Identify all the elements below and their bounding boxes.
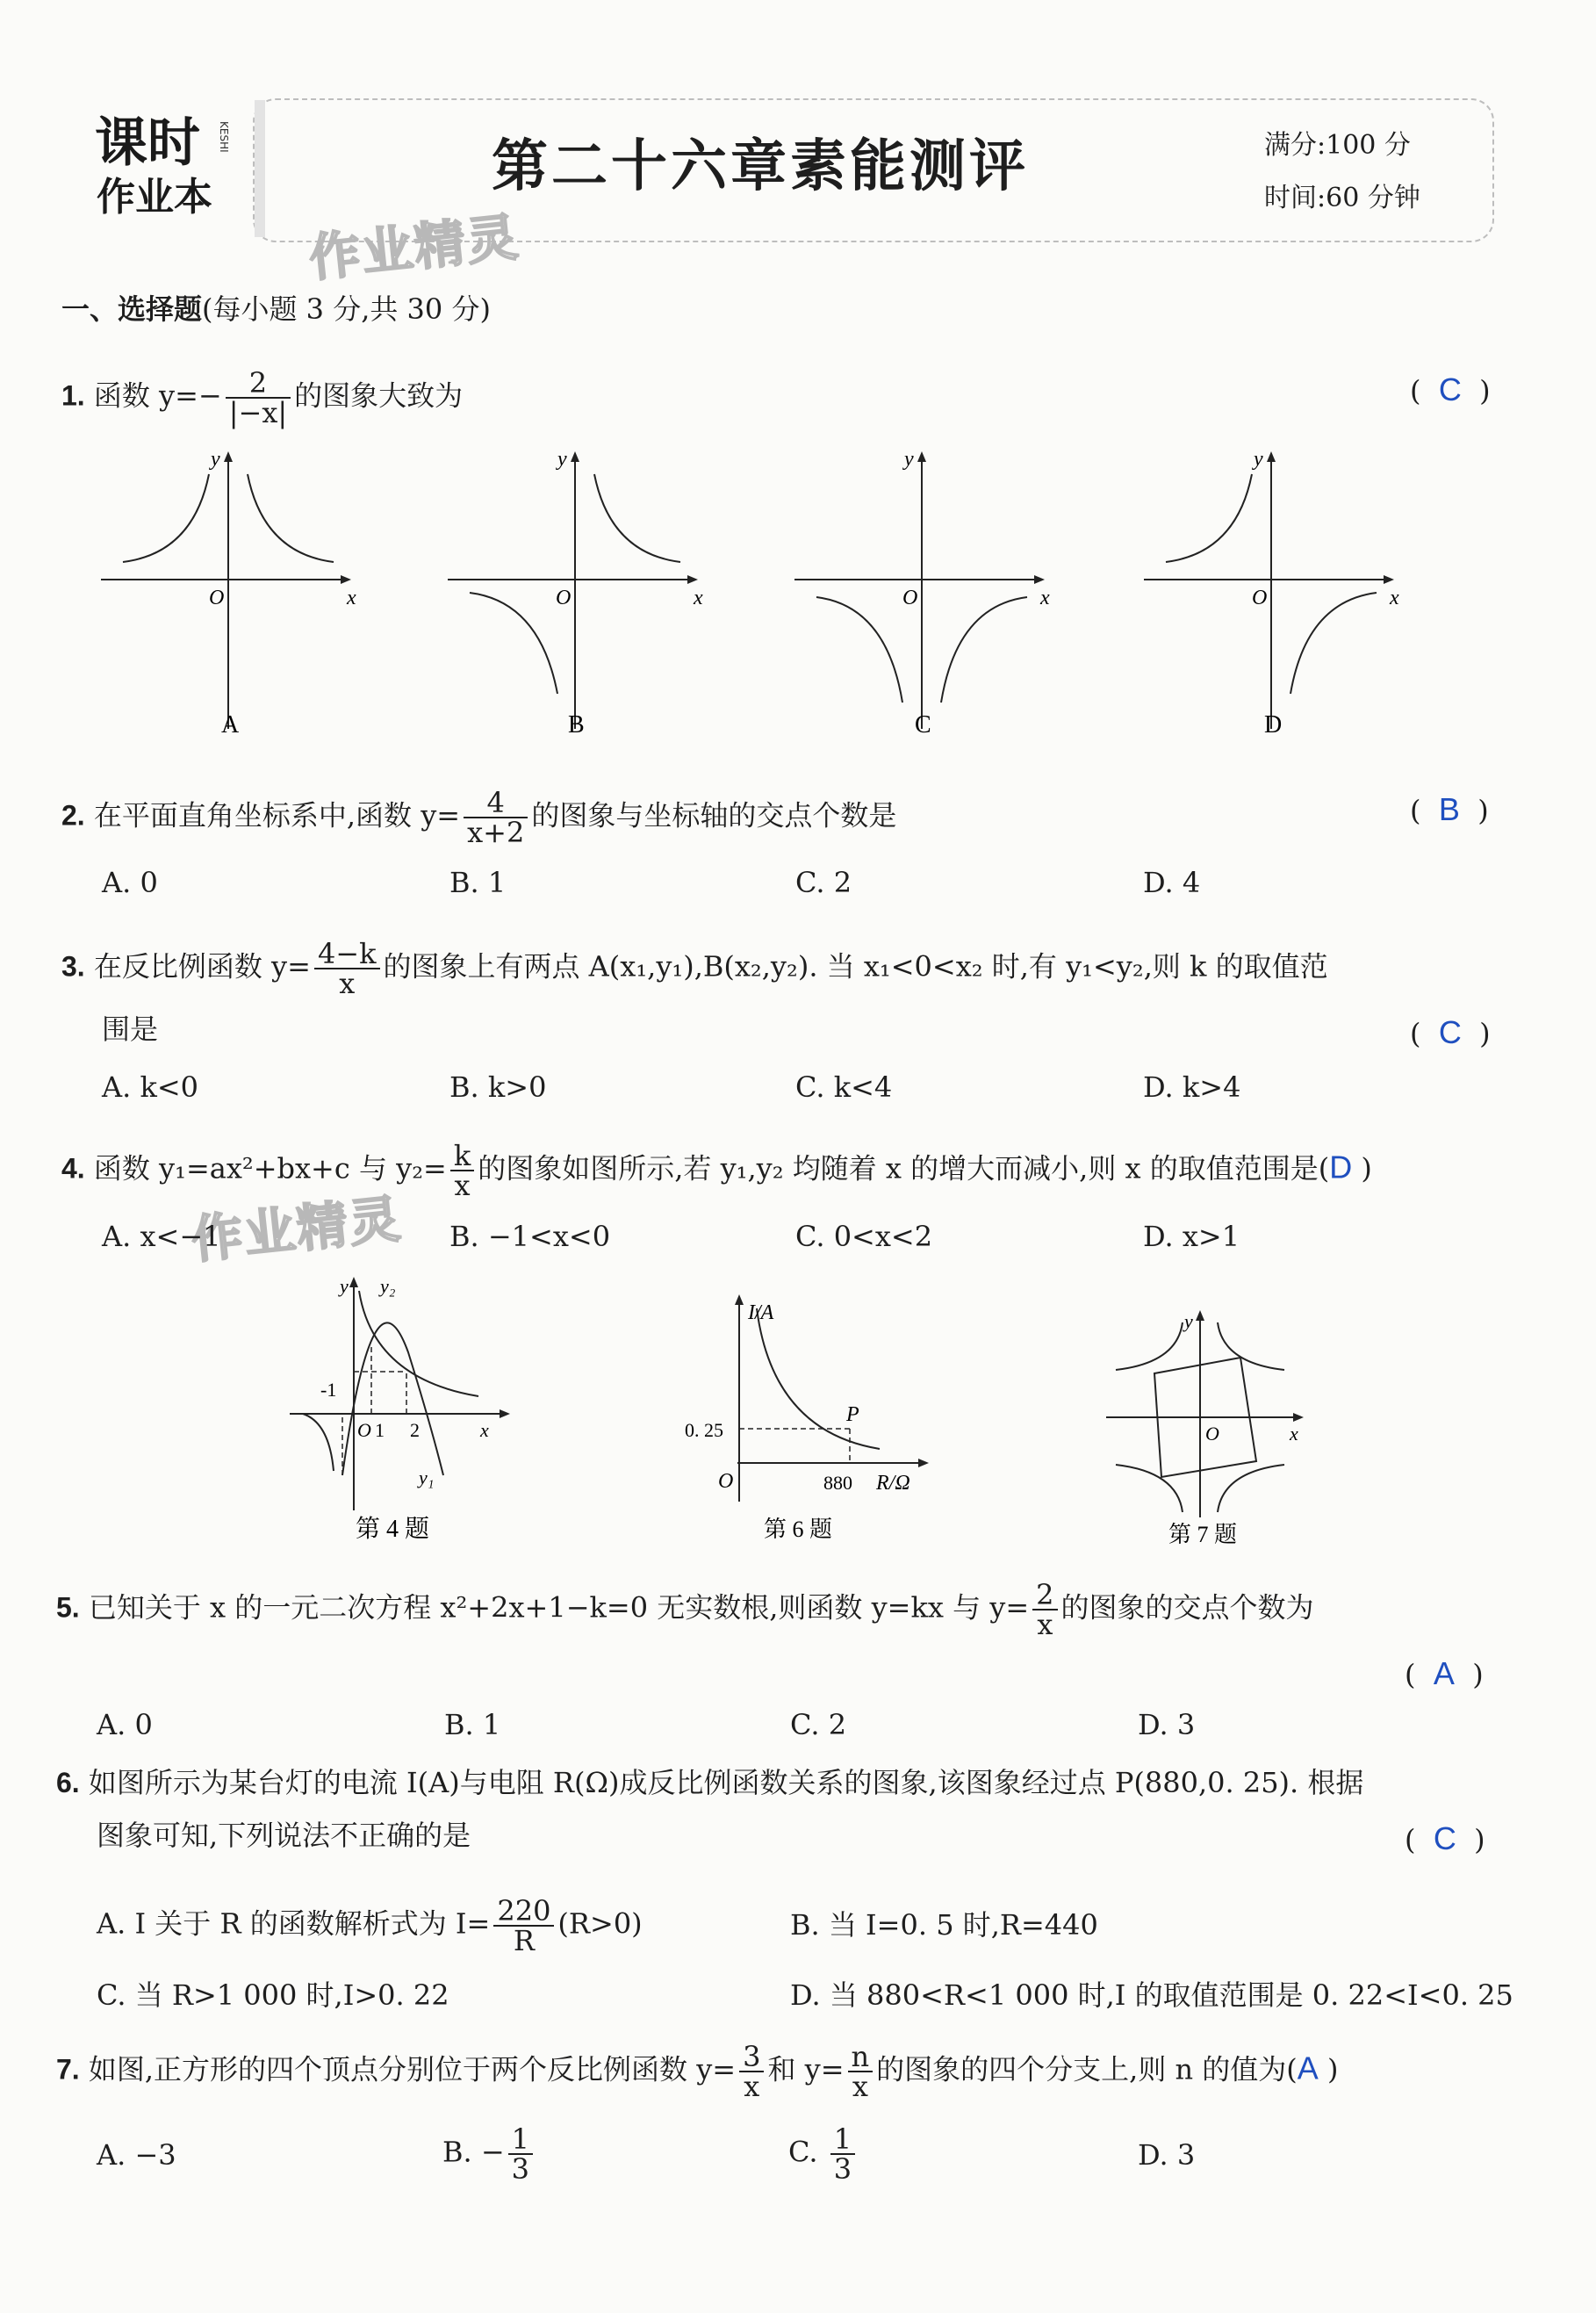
fig6-ylabel: I/A [748,1301,774,1324]
q6-option-b: B. 当 I=0. 5 时,R=440 [790,1908,1098,1942]
q7-optC-num: 1 [830,2125,855,2155]
fig4-o: O [357,1419,371,1441]
q7-fraction-1 [739,2040,764,2103]
figure-4 [285,1273,522,1546]
q7-option-d: D. 3 [1138,2138,1196,2172]
q1b-y: y [557,448,567,471]
q3-option-d: D. k>4 [1143,1070,1241,1104]
q4-option-c: C. 0<x<2 [795,1220,933,1253]
q3-option-a: A. k<0 [102,1070,199,1104]
q6-line2: 图象可知,下列说法不正确的是 [97,1819,471,1852]
q3-post: 的图象上有两点 A(x₁,y₁),B(x₂,y₂). 当 x₁<0<x₂ 时,有 y₁<y₂,则 k 的取值范 [383,949,1328,984]
q1c-y: y [904,448,914,471]
q5-pre: 已知关于 x 的一元二次方程 x²+2x+1−k=0 无实数根,则函数 y=kx 与 y= [88,1590,1030,1625]
header-bar [255,100,265,237]
fig4-caption: 第 4 题 [356,1516,430,1543]
q1-graph-b [443,439,707,746]
fig7-caption: 第 7 题 [1168,1522,1238,1547]
fig4-y2: y₂ [380,1275,396,1297]
question-6 [56,1765,1363,1800]
q7-option-c [788,2122,859,2186]
q4-fraction [450,1139,474,1202]
q7-number: 7. [56,2053,80,2086]
logo-line1: 课时 [95,112,200,174]
section-note: (每小题 3 分,共 30 分) [202,292,491,326]
q5-frac-num: 2 [1032,1581,1057,1610]
q4-frac-den: x [454,1169,471,1202]
full-score: 满分:100 分 [1264,130,1411,161]
fig4-neg1: -1 [320,1379,337,1401]
q7-pre: 如图,正方形的四个顶点分别位于两个反比例函数 y= [88,2052,737,2086]
fig4-two: 2 [410,1419,420,1441]
logo-line2: 作业本 [97,175,212,220]
q3-fraction [314,937,380,1000]
q2-answer: B [1438,791,1460,827]
q6-optA-post: (R>0) [557,1906,643,1941]
fig4-y1: y₁ [419,1466,435,1488]
question-3 [61,937,1328,1000]
q1-answer-slot: ( C ) [1410,371,1491,407]
q1c-x: x [1040,587,1050,609]
q1-frac-num: 2 [226,369,291,399]
q4-pre: 函数 y₁=ax²+bx+c 与 y₂= [93,1151,447,1185]
q1-graph-c [790,439,1053,746]
figure-6 [676,1291,939,1546]
q2-answer-slot: ( B ) [1410,791,1489,827]
fig6-xlabel: R/Ω [876,1472,910,1495]
q1b-label: B [568,711,585,739]
q2-option-b: B. 1 [449,866,507,899]
q1-graph-d [1139,439,1403,746]
q6-answer: C [1433,1820,1456,1856]
q6-optA-pre: A. I 关于 R 的函数解析式为 I= [97,1906,491,1941]
q6-optA-num: 220 [493,1897,554,1927]
q7-mid: 和 y= [767,2052,845,2086]
q1a-label: A [221,711,240,739]
time-limit: 时间:60 分钟 [1264,183,1420,213]
q2-frac-num: 4 [464,789,528,818]
q7-fraction-2 [848,2040,873,2103]
q4-post: 的图象如图所示,若 y₁,y₂ 均随着 x 的增大而减小,则 x 的取值范围是( [478,1151,1330,1185]
q2-post: 的图象与坐标轴的交点个数是 [531,798,897,832]
q1a-y: y [211,448,220,471]
q7-optC-den: 3 [833,2152,852,2186]
q2-fraction [464,786,528,849]
watermark-2: 作业精灵 [189,1188,405,1271]
q1d-x: x [1390,587,1399,609]
q7-frac2-num: n [848,2043,873,2072]
q1-graph-a [97,439,360,746]
q1d-y: y [1254,448,1263,471]
q5-frac-den: x [1037,1608,1053,1641]
q5-option-c: C. 2 [790,1708,847,1741]
q7-frac1-den: x [744,2070,760,2103]
question-5 [56,1578,1314,1641]
q3-line2: 围是 [102,1012,159,1046]
q1d-o: O [1252,587,1268,609]
q6-option-c: C. 当 R>1 000 时,I>0. 22 [97,1978,449,2012]
logo [95,112,235,235]
q7-optB-fraction [508,2122,533,2186]
q3-option-c: C. k<4 [795,1070,893,1104]
question-1 [61,366,464,429]
q3-frac-num: 4−k [314,940,380,969]
q5-option-a: A. 0 [97,1708,153,1741]
q2-option-c: C. 2 [795,866,852,899]
q6-option-d: D. 当 880<R<1 000 时,I 的取值范围是 0. 22<I<0. 25 [790,1978,1513,2012]
watermark-1: 作业精灵 [306,206,522,289]
q1c-label: C [915,711,931,739]
q1-fraction [226,366,291,429]
q1-answer: C [1438,371,1462,407]
q7-option-a: A. −3 [97,2138,176,2172]
page-title: 第二十六章素能测评 [492,133,1029,199]
fig6-p: P [846,1403,859,1426]
q1a-o: O [209,587,225,609]
q6-optA-fraction [493,1894,554,1957]
q3-pre: 在反比例函数 y= [93,949,311,984]
fig7-y: y [1184,1310,1193,1332]
q7-option-b [442,2122,536,2186]
q2-option-a: A. 0 [102,866,158,899]
fig7-o: O [1205,1423,1219,1445]
q1-frac-den: |−x| [228,396,288,429]
q7-optC-fraction [830,2122,855,2186]
q5-option-b: B. 1 [444,1708,501,1741]
fig4-x: x [480,1419,489,1441]
q3-answer: C [1438,1014,1462,1050]
q5-answer-slot: ( A ) [1405,1655,1484,1691]
q2-number: 2. [61,799,85,832]
q4-frac-num: k [450,1142,474,1171]
fig6-caption: 第 6 题 [764,1517,833,1542]
q4-option-b: B. −1<x<0 [449,1220,611,1253]
q7-post: 的图象的四个分支上,则 n 的值为( [876,2052,1298,2086]
figure-7 [1102,1307,1312,1548]
question-7: 7. 如图,正方形的四个顶点分别位于两个反比例函数 y= $\frac{3}{x}$ 和 y= $\frac{n}{x}$ 的图象的四个分支上,则 n 的值为(A ) [56,2040,1339,2103]
q7-frac1-num: 3 [739,2043,764,2072]
q1a-x: x [347,587,356,609]
q4-option-a: A. x<−1 [102,1220,221,1253]
fig6-o: O [718,1470,734,1493]
q3-option-b: B. k>0 [449,1070,547,1104]
q6-optA-den: R [513,1924,535,1957]
fig7-x: x [1290,1423,1298,1445]
q5-answer: A [1433,1655,1455,1691]
q4-option-d: D. x>1 [1143,1220,1240,1253]
q2-pre: 在平面直角坐标系中,函数 y= [93,798,461,832]
q7-optB-pre: B. − [442,2135,505,2169]
q1-number: 1. [61,379,85,412]
q1c-o: O [902,587,918,609]
q4-answer: D [1329,1149,1353,1185]
q1b-x: x [694,587,703,609]
q1-pre: 函数 y=− [93,378,222,413]
q6-number: 6. [56,1767,80,1798]
q7-optB-num: 1 [508,2125,533,2155]
q7-answer: A [1297,2050,1319,2086]
question-4: 4. 函数 y₁=ax²+bx+c 与 y₂= $\frac{k}{x}$ 的图象如图所示,若 y₁,y₂ 均随着 x 的增大而减小,则 x 的取值范围是(D ) [61,1139,1372,1202]
q7-frac2-den: x [852,2070,868,2103]
q1-post: 的图象大致为 [294,378,464,413]
q3-frac-den: x [339,967,356,1000]
fig6-xval: 880 [823,1472,852,1494]
q7-optB-den: 3 [511,2152,530,2186]
q3-answer-slot: ( C ) [1410,1014,1491,1050]
q4-number: 4. [61,1152,85,1185]
q1b-o: O [556,587,572,609]
section-title: 一、选择题 [61,293,203,325]
q5-post: 的图象的交点个数为 [1060,1590,1314,1625]
q2-option-d: D. 4 [1143,866,1201,899]
q6-line1: 如图所示为某台灯的电流 I(A)与电阻 R(Ω)成反比例函数关系的图象,该图象经过点 P(880,0. 25). 根据 [88,1766,1364,1799]
q5-option-d: D. 3 [1138,1708,1196,1741]
q1d-label: D [1264,711,1283,739]
logo-vertical: KESHI [218,121,230,153]
q5-number: 5. [56,1591,80,1624]
q6-option-a [97,1894,643,1957]
fig4-one: 1 [375,1419,385,1441]
q6-answer-slot: ( C ) [1405,1820,1485,1856]
q3-number: 3. [61,950,85,983]
section-heading [61,292,491,327]
fig4-y: y [340,1275,349,1297]
q2-frac-den: x+2 [467,816,525,849]
q7-optC-pre: C. [788,2135,827,2169]
question-2 [61,786,897,849]
q5-fraction [1032,1578,1057,1641]
fig6-val: 0. 25 [685,1419,723,1441]
